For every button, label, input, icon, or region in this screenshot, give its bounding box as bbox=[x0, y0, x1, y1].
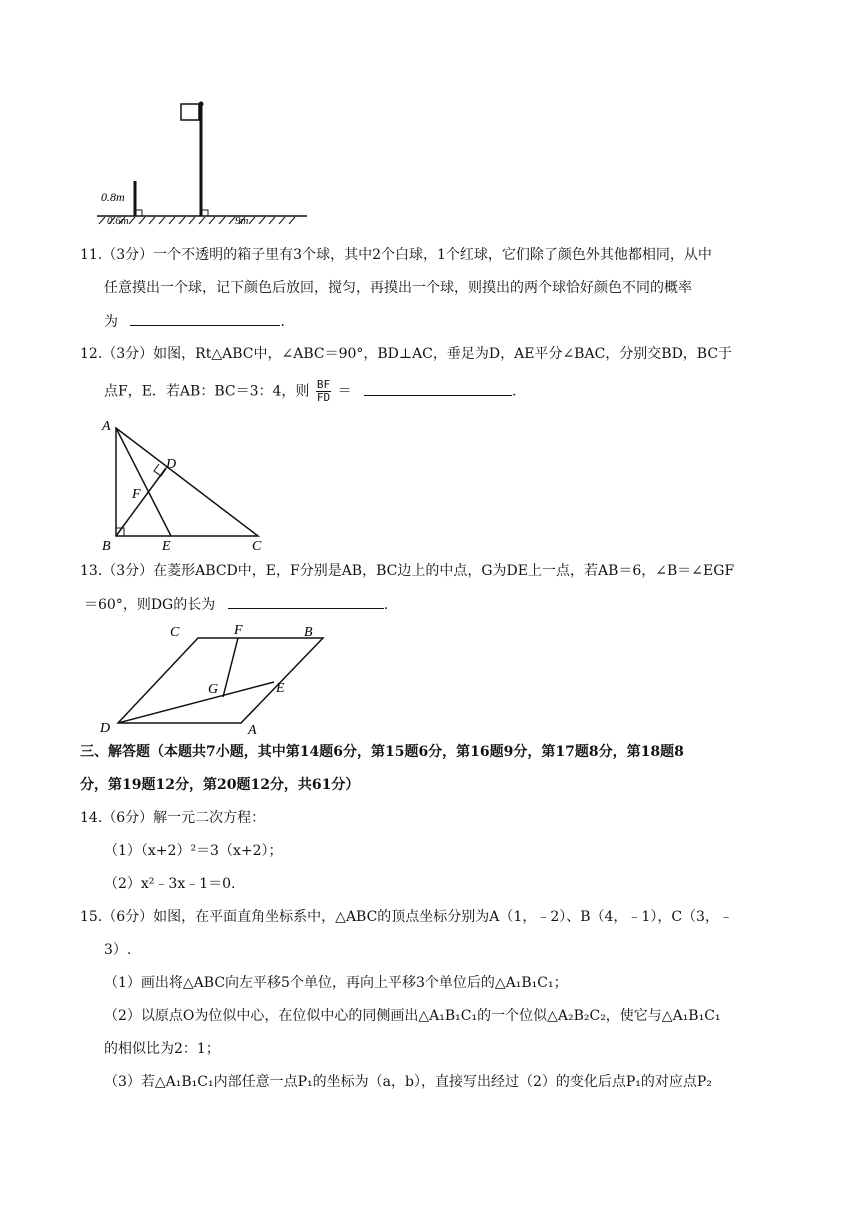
point-d: D bbox=[100, 721, 111, 736]
q15-part3: （3）若△A₁B₁C₁内部任意一点P₁的坐标为（a，b），直接写出经过（2）的变化后点P₁的对应点P₂ bbox=[104, 1074, 712, 1090]
right-angle-mark bbox=[202, 210, 208, 216]
section3-line1: 三、解答题（本题共7小题，其中第14题6分，第15题6分，第16题9分，第17题8分，第18题8 bbox=[80, 744, 684, 760]
label-shadow: 0.6m bbox=[107, 215, 129, 227]
q14-part2: （2）x²﹣3x﹣1＝0. bbox=[104, 876, 236, 892]
q13-suffix: . bbox=[383, 597, 389, 613]
flagpole-figure bbox=[95, 98, 315, 228]
segment-de bbox=[118, 682, 274, 723]
point-e: E bbox=[162, 539, 171, 552]
rhombus-figure-q13 bbox=[98, 620, 338, 738]
q15-part1: （1）画出将△ABC向左平移5个单位，再向上平移3个单位后的△A₁B₁C₁； bbox=[104, 975, 568, 991]
triangle-abc bbox=[116, 428, 258, 536]
q13-prefix: ＝60°，则DG的长为 bbox=[84, 597, 216, 613]
q11-line3 bbox=[104, 311, 285, 332]
point-f: F bbox=[132, 487, 141, 502]
segment-fg bbox=[223, 638, 238, 697]
segment-ae bbox=[116, 428, 171, 536]
q12-line1: 12.（3分）如图，Rt△ABC中，∠ABC＝90°，BD⊥AC，垂足为D，AE平分∠BAC，分别交BD，BC于 bbox=[80, 346, 733, 362]
q15-line2: 3）. bbox=[104, 942, 132, 958]
rhombus-abcd bbox=[118, 638, 323, 723]
q11-prefix: 为 bbox=[104, 314, 118, 330]
fraction-numerator: BF bbox=[316, 378, 331, 391]
q14-title: 14.（6分）解一元二次方程： bbox=[80, 810, 266, 826]
point-c: C bbox=[252, 539, 262, 552]
section3-line2: 分，第19题12分，第20题12分，共61分） bbox=[80, 777, 360, 793]
point-b: B bbox=[304, 625, 313, 640]
fraction-denominator: FD bbox=[316, 391, 331, 404]
point-f: F bbox=[234, 623, 243, 638]
flag bbox=[181, 104, 199, 120]
q11-suffix: . bbox=[280, 314, 285, 330]
q15-part2b: 的相似比为2：1； bbox=[104, 1041, 220, 1057]
q11-line2: 任意摸出一个球，记下颜色后放回，搅匀，再摸出一个球，则摸出的两个球恰好颜色不同的概率 bbox=[104, 280, 692, 296]
q14-part1: （1）（x+2）²＝3（x+2）； bbox=[104, 843, 283, 859]
label-height: 0.8m bbox=[101, 190, 125, 204]
pole-top bbox=[199, 102, 204, 107]
q13-line1: 13.（3分）在菱形ABCD中，E，F分别是AB，BC边上的中点，G为DE上一点，若AB＝6，∠B＝∠EGF bbox=[80, 563, 735, 579]
point-b: B bbox=[102, 539, 111, 552]
q15-line1: 15.（6分）如图，在平面直角坐标系中，△ABC的顶点坐标分别为A（1，﹣2）、B（4，﹣1），C（3，﹣ bbox=[80, 909, 733, 925]
answer-blank-q11[interactable] bbox=[130, 311, 280, 326]
point-e: E bbox=[276, 681, 285, 696]
answer-blank-q13[interactable] bbox=[228, 594, 384, 609]
point-d: D bbox=[166, 457, 177, 472]
point-c: C bbox=[170, 625, 180, 640]
point-a: A bbox=[102, 419, 111, 434]
q11-line1: 11.（3分）一个不透明的箱子里有3个球，其中2个白球，1个红球，它们除了颜色外其他都相同，从中 bbox=[80, 247, 712, 263]
right-angle-mark bbox=[136, 210, 142, 216]
q12-suffix: . bbox=[512, 383, 517, 400]
q12-prefix: 点F，E．若AB：BC＝3：4，则 bbox=[104, 383, 310, 400]
point-g: G bbox=[208, 682, 219, 697]
point-a: A bbox=[248, 723, 257, 738]
fraction-bf-fd bbox=[316, 379, 331, 404]
q12-eq: ＝ bbox=[337, 383, 352, 400]
q12-line2 bbox=[104, 379, 516, 404]
q13-line2 bbox=[84, 594, 388, 615]
triangle-figure-q12 bbox=[98, 418, 278, 552]
q15-part2a: （2）以原点O为位似中心，在位似中心的同侧画出△A₁B₁C₁的一个位似△A₂B₂C₂，使它与△A₁B₁C₁ bbox=[104, 1008, 721, 1024]
label-distance: 9m bbox=[235, 215, 249, 227]
answer-blank-q12[interactable] bbox=[364, 381, 512, 396]
